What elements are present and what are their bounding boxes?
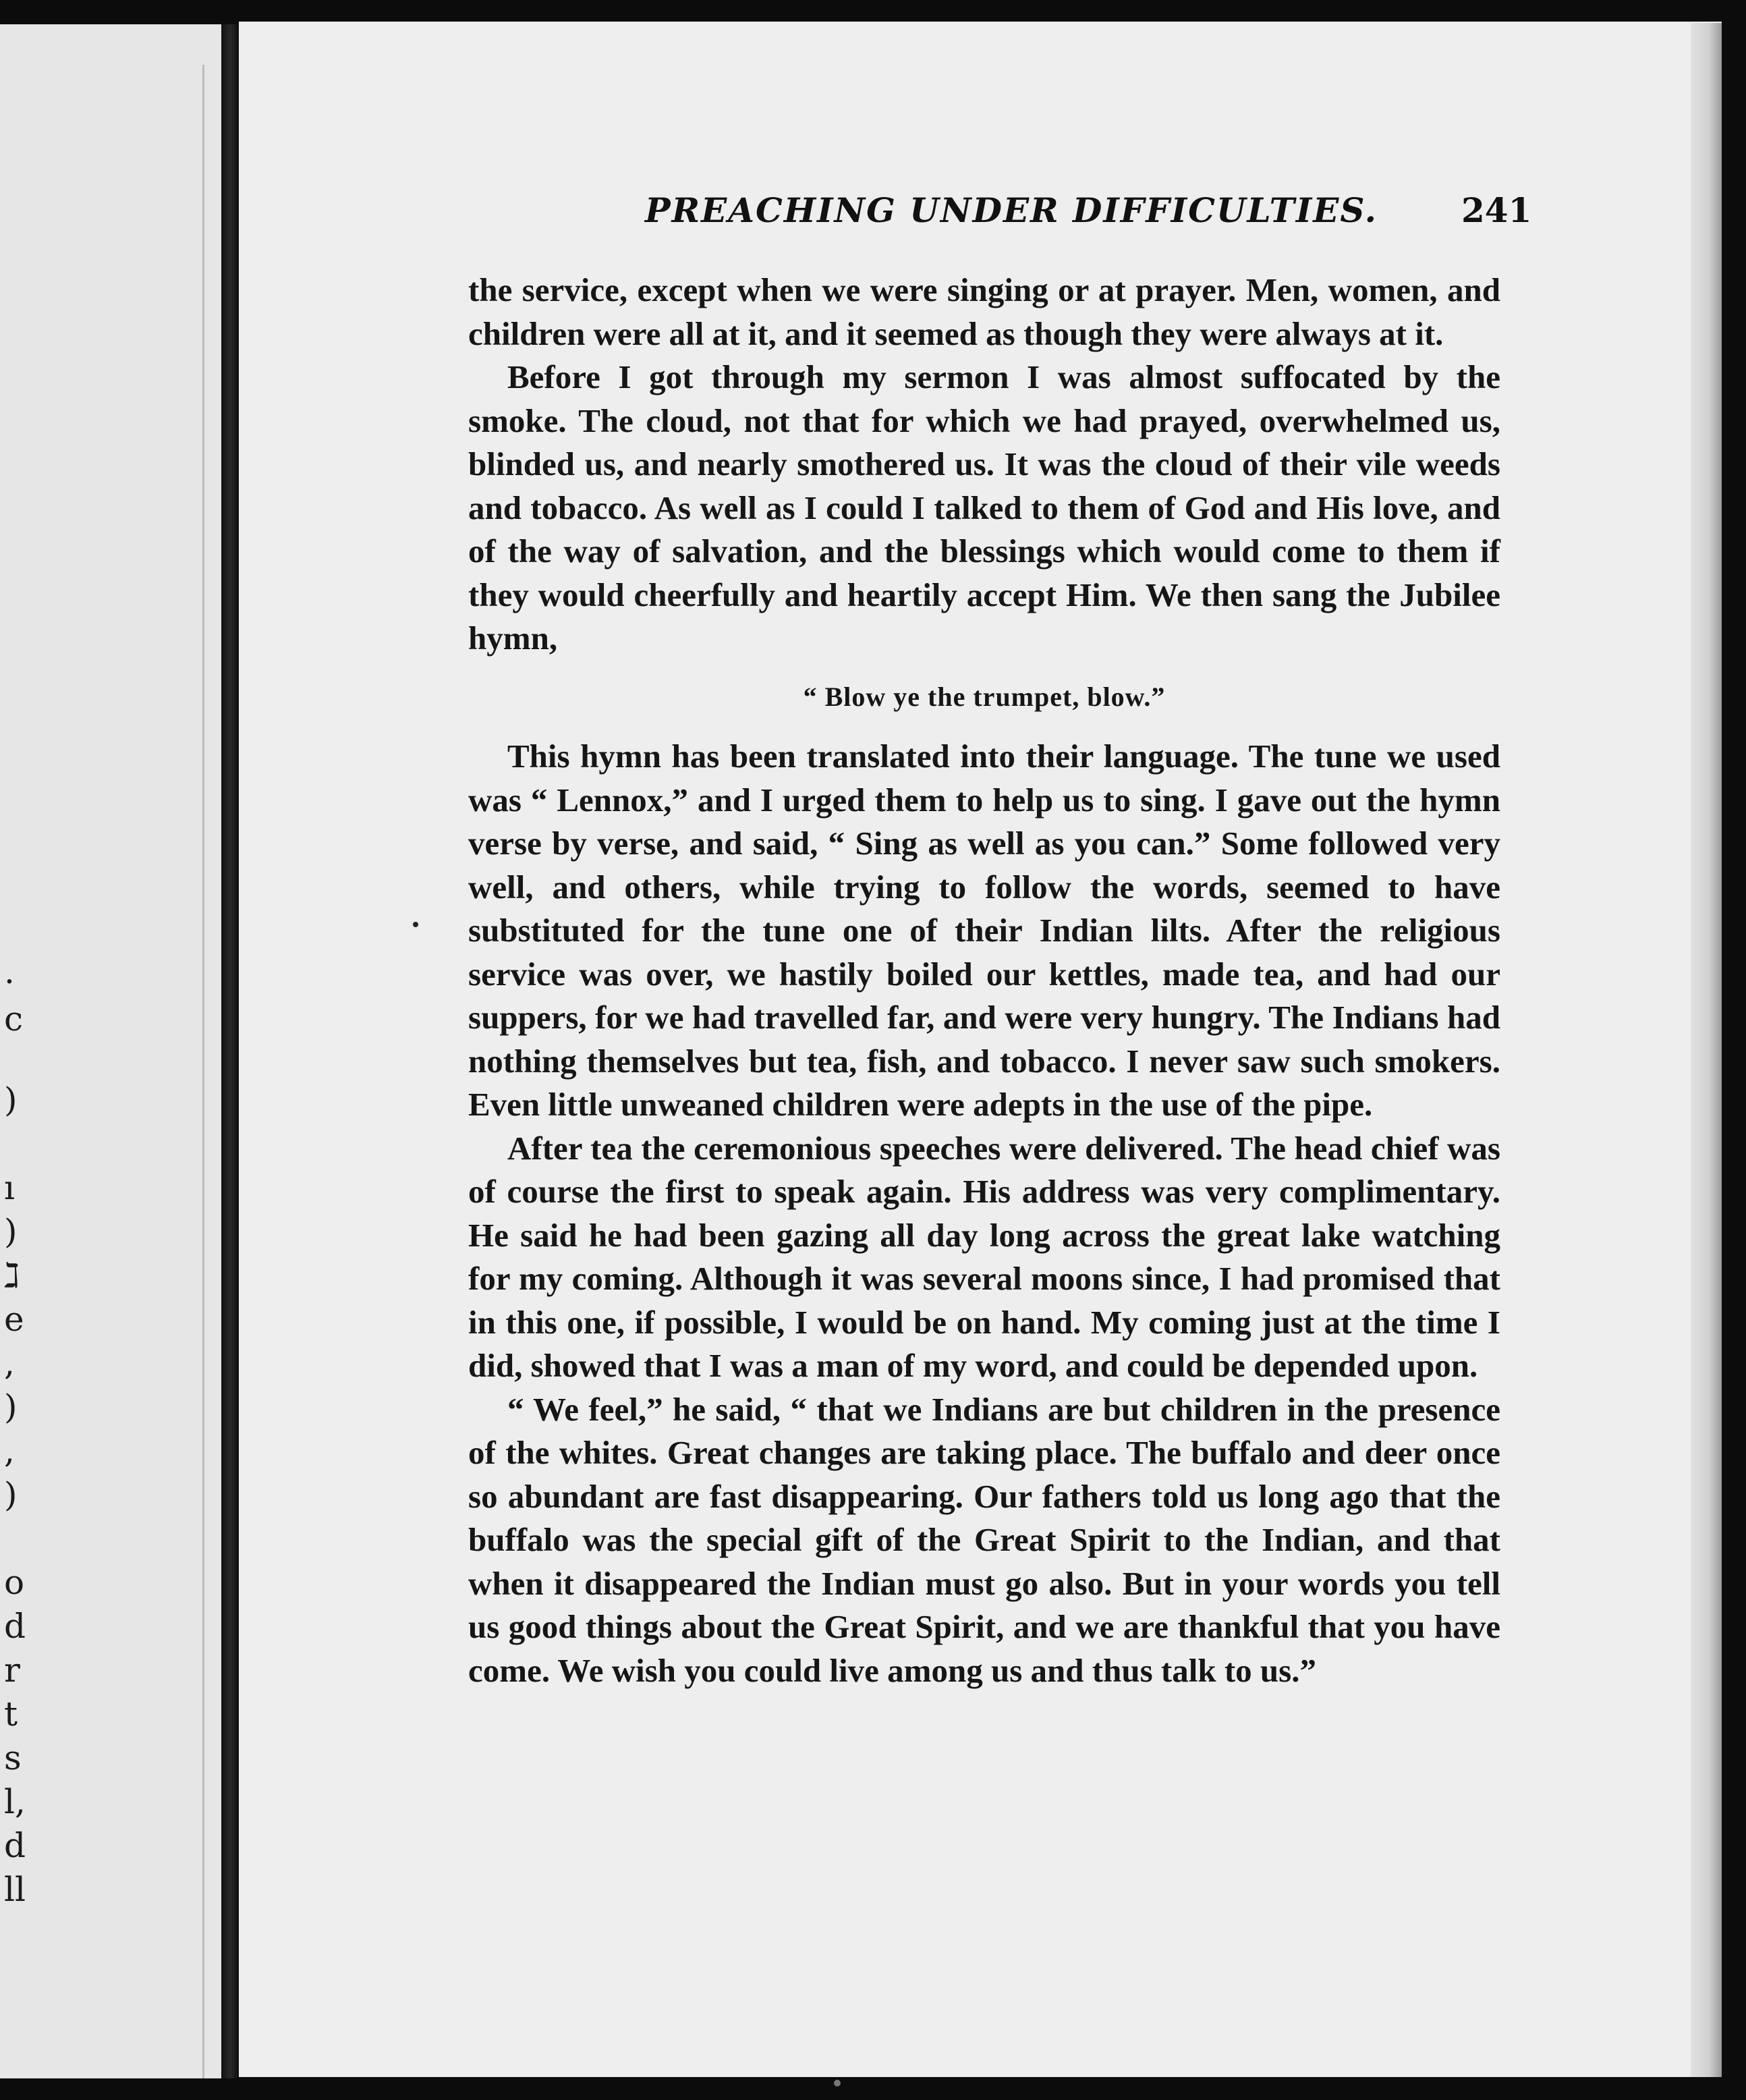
facing-page-fragment: s bbox=[4, 1738, 22, 1777]
paragraph-sermon: Before I got through my sermon I was almost suffocated by the smoke. The cloud, not that for which we had prayed, overwhelmed us, blinded us, and nearly smothered us. It was the cloud of their vile weeds and tobacco. As well as I could I talked to them of God and His love, and of the way of salvation, and the blessings which would come to them if they would cheerfully and heartily accept Him. We then sang the Jubilee hymn, bbox=[468, 358, 1500, 657]
facing-page-fragment: c bbox=[4, 999, 24, 1039]
facing-page-fragment: d bbox=[4, 1826, 26, 1865]
facing-page-fragment: , bbox=[4, 1431, 15, 1470]
paragraph-chief-speech: “ We feel,” he said, “ that we Indians are but children in the presence of the whites. Great changes are taking place. The buffalo and deer once so abundant are fast disappearing. Our fathers told us long ago that the buffalo was the special gift of the Great Spirit to the Indian, and that when it disappeared the Indian must go also. But in your words you tell us good things about the Great Spirit, and we are thankful that you have come. We wish you could live among us and thus talk to us.” bbox=[468, 1390, 1500, 1689]
page-edge-shading bbox=[1691, 23, 1722, 2077]
facing-page-fragment: l, bbox=[4, 1782, 26, 1821]
scan-border-right bbox=[1722, 0, 1746, 2100]
scan-speck bbox=[413, 922, 418, 927]
facing-page-fragment: ) bbox=[4, 1080, 18, 1120]
page-number: 241 bbox=[1461, 190, 1532, 230]
facing-page-fragment: ) bbox=[4, 1387, 18, 1427]
scan-border-bottom bbox=[0, 2077, 1746, 2100]
running-head: PREACHING UNDER DIFFICULTIES. bbox=[645, 190, 1378, 230]
facing-page-fragment: ll bbox=[4, 1870, 26, 1909]
facing-page-text-fragments bbox=[0, 24, 221, 2078]
paragraph-hymn: This hymn has been translated into their language. The tune we used was “ Lennox,” and I urged them to help us to sing. I gave out the hymn verse by verse, and said, “ Sing as well as you can.” Some followed very well, and others, while trying to follow the words, seemed to have substituted for the tune one of their Indian lilts. After the religious service was over, we hastily boiled our kettles, made tea, and had our suppers, for we had travelled far, and were very hungry. The Indians had nothing themselves but tea, fish, and tobacco. I never saw such smokers. Even little unweaned children were adepts in the use of the pipe. bbox=[468, 738, 1500, 1123]
paragraph-speeches: After tea the ceremonious speeches were delivered. The head chief was of course the first to speak again. His address was very complimentary. He said he had been gazing all day long across the great lake watching for my coming. Although it was several moons since, I had promised that in this one, if possible, I would be on hand. My coming just at the time I did, showed that I was a man of my word, and could be depended upon. bbox=[468, 1129, 1500, 1384]
facing-page-fragment: ı bbox=[4, 1168, 15, 1207]
facing-page-fragment: . bbox=[4, 952, 15, 991]
body-text bbox=[468, 269, 1500, 1692]
facing-page-fragment: ) bbox=[4, 1475, 18, 1514]
paragraph-continued: the service, except when we were singing or at prayer. Men, women, and children were all at it, and it seemed as though they were always at it. bbox=[468, 271, 1500, 352]
scan-speck bbox=[834, 2080, 841, 2087]
facing-page-fragment: o bbox=[4, 1563, 25, 1602]
facing-page-edge bbox=[0, 24, 221, 2078]
facing-page-fragment: ℷ bbox=[4, 1256, 20, 1295]
hymn-quote: “ Blow ye the trumpet, blow.” bbox=[803, 681, 1166, 712]
facing-page-fragment: t bbox=[4, 1694, 18, 1734]
facing-page-fragment: ) bbox=[4, 1212, 18, 1251]
facing-page-fragment: , bbox=[4, 1344, 15, 1383]
binding-shadow bbox=[221, 24, 239, 2078]
facing-page-fragment: r bbox=[4, 1651, 20, 1690]
facing-page-fragment: d bbox=[4, 1607, 26, 1646]
facing-page-fragment: e bbox=[4, 1300, 24, 1339]
